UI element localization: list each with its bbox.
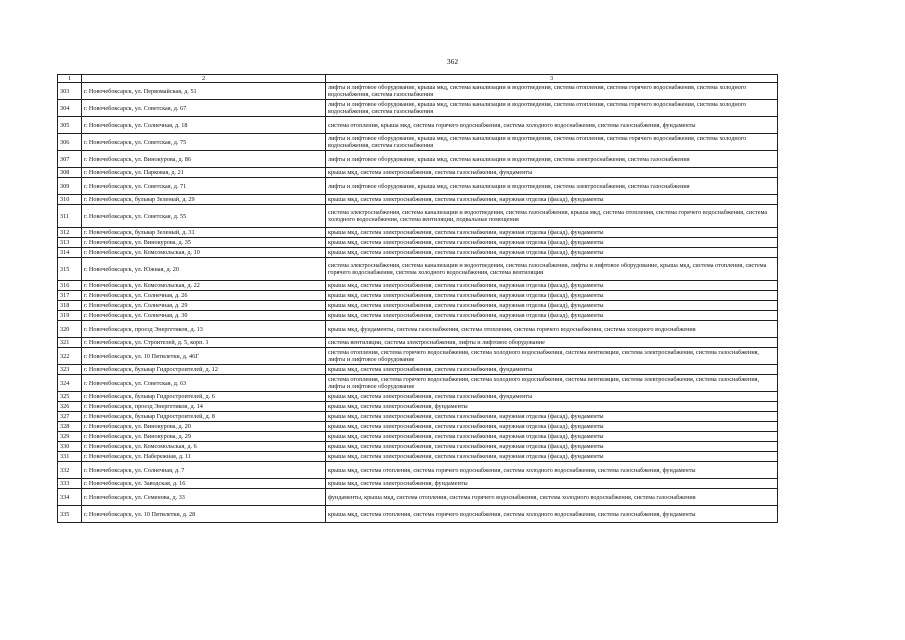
row-number: 305 — [58, 117, 82, 134]
row-address: г. Новочебоксарск, ул. Первомайская, д. 51 — [82, 83, 326, 100]
table-row — [58, 375, 778, 392]
row-works: крыша мкд, система электроснабжения, система газоснабжения, наружная отделка (фасад), фундаменты — [326, 422, 778, 432]
page-number: 362 — [446, 57, 459, 66]
header-col-1: 1 — [58, 75, 82, 83]
row-works: лифты и лифтовое оборудование, крыша мкд, система канализации и водоотведения, система отопления, система горячего водоснабжения, система холодного водоснабжения, система газоснабжения — [326, 134, 778, 151]
row-works: крыша мкд, система электроснабжения, система газоснабжения, наружная отделка (фасад), фундаменты — [326, 301, 778, 311]
row-address: г. Новочебоксарск, ул. Солнечная, д. 26 — [82, 291, 326, 301]
row-address: г. Новочебоксарск, ул. Парковая, д. 21 — [82, 168, 326, 178]
table-row — [58, 462, 778, 479]
table-row — [58, 117, 778, 134]
row-number: 315 — [58, 258, 82, 281]
row-number: 309 — [58, 178, 82, 195]
row-address: г. Новочебоксарск, ул. Советская, д. 55 — [82, 205, 326, 228]
row-works: крыша мкд, система электроснабжения, система газоснабжения, фундаменты — [326, 365, 778, 375]
row-works: лифты и лифтовое оборудование, крыша мкд, система канализации и водоотведения, система электроснабжения, система газоснабжения — [326, 178, 778, 195]
table-row — [58, 195, 778, 205]
row-number: 329 — [58, 432, 82, 442]
row-works: лифты и лифтовое оборудование, крыша мкд, система канализации и водоотведения, система электроснабжения, система газоснабжения — [326, 151, 778, 168]
row-address: г. Новочебоксарск, ул. Солнечная, д. 7 — [82, 462, 326, 479]
row-works: крыша мкд, система отопления, система горячего водоснабжения, система холодного водоснабжения, система газоснабжения, фундаменты — [326, 462, 778, 479]
table-row — [58, 392, 778, 402]
table-row — [58, 348, 778, 365]
row-works: система вентиляции, система электроснабжения, лифты и лифтовое оборудование — [326, 338, 778, 348]
row-number: 303 — [58, 83, 82, 100]
row-number: 333 — [58, 479, 82, 489]
table-row — [58, 238, 778, 248]
row-address: г. Новочебоксарск, ул. Винокурова, д. 20 — [82, 422, 326, 432]
table-row — [58, 205, 778, 228]
row-address: г. Новочебоксарск, ул. 10 Пятилетки, д. 28 — [82, 506, 326, 523]
row-address: г. Новочебоксарск, ул. Строителей, д. 5, корп. 1 — [82, 338, 326, 348]
row-number: 335 — [58, 506, 82, 523]
table-row — [58, 291, 778, 301]
table-row — [58, 258, 778, 281]
row-works: крыша мкд, система электроснабжения, система газоснабжения, наружная отделка (фасад), фундаменты — [326, 238, 778, 248]
row-number: 312 — [58, 228, 82, 238]
table-row — [58, 506, 778, 523]
row-works: лифты и лифтовое оборудование, крыша мкд, система канализации и водоотведения, система отопления, система горячего водоснабжения, система холодного водоснабжения, система газоснабжения — [326, 100, 778, 117]
table-row — [58, 489, 778, 506]
row-number: 320 — [58, 321, 82, 338]
row-address: г. Новочебоксарск, ул. Винокурова, д. 35 — [82, 238, 326, 248]
row-works: крыша мкд, фундаменты, система газоснабжения, система отопления, система горячего водоснабжения, система холодного водоснабжения — [326, 321, 778, 338]
header-row — [58, 75, 778, 83]
row-number: 322 — [58, 348, 82, 365]
row-address: г. Новочебоксарск, ул. Советская, д. 63 — [82, 375, 326, 392]
row-works: крыша мкд, система электроснабжения, система газоснабжения, фундаменты — [326, 168, 778, 178]
row-address: г. Новочебоксарск, бульвар Зеленый, д. 31 — [82, 228, 326, 238]
row-works: система электроснабжения, система канализации и водоотведения, система газоснабжения, лифты и лифтовое оборудование, крыша мкд, система отопления, система горячего водоснабжения, система холодного водоснабжения, система вентиляции — [326, 258, 778, 281]
row-number: 311 — [58, 205, 82, 228]
row-works: фундаменты, крыша мкд, система отопления, система горячего водоснабжения, система холодного водоснабжения, система газоснабжения — [326, 489, 778, 506]
row-address: г. Новочебоксарск, ул. Винокурова, д. 86 — [82, 151, 326, 168]
row-number: 319 — [58, 311, 82, 321]
table-row — [58, 100, 778, 117]
row-number: 332 — [58, 462, 82, 479]
row-address: г. Новочебоксарск, ул. Солнечная, д. 30 — [82, 311, 326, 321]
row-address: г. Новочебоксарск, ул. Заводская, д. 16 — [82, 479, 326, 489]
row-number: 306 — [58, 134, 82, 151]
row-address: г. Новочебоксарск, ул. Советская, д. 75 — [82, 134, 326, 151]
table-row — [58, 432, 778, 442]
table-row — [58, 178, 778, 195]
table-body — [58, 83, 778, 523]
row-works: крыша мкд, система электроснабжения, система газоснабжения, наружная отделка (фасад), фундаменты — [326, 281, 778, 291]
row-works: крыша мкд, система электроснабжения, фундаменты — [326, 402, 778, 412]
row-works: крыша мкд, система электроснабжения, система газоснабжения, наружная отделка (фасад), фундаменты — [326, 248, 778, 258]
row-works: крыша мкд, система электроснабжения, система газоснабжения, наружная отделка (фасад), фундаменты — [326, 442, 778, 452]
table-row — [58, 412, 778, 422]
row-number: 330 — [58, 442, 82, 452]
table-row — [58, 281, 778, 291]
row-number: 318 — [58, 301, 82, 311]
row-address: г. Новочебоксарск, ул. Комсомольская, д. 6 — [82, 442, 326, 452]
row-works: крыша мкд, система электроснабжения, система газоснабжения, наружная отделка (фасад), фундаменты — [326, 412, 778, 422]
row-address: г. Новочебоксарск, ул. Винокурова, д. 29 — [82, 432, 326, 442]
row-address: г. Новочебоксарск, ул. Комсомольская, д. 10 — [82, 248, 326, 258]
row-address: г. Новочебоксарск, ул. 10 Пятилетки, д. 46Г — [82, 348, 326, 365]
row-number: 304 — [58, 100, 82, 117]
row-number: 327 — [58, 412, 82, 422]
row-address: г. Новочебоксарск, ул. Солнечная, д. 18 — [82, 117, 326, 134]
row-works: лифты и лифтовое оборудование, крыша мкд, система канализации и водоотведения, система отопления, система горячего водоснабжения, система холодного водоснабжения, система газоснабжения — [326, 83, 778, 100]
row-number: 323 — [58, 365, 82, 375]
row-number: 308 — [58, 168, 82, 178]
table-row — [58, 402, 778, 412]
row-number: 310 — [58, 195, 82, 205]
table-row — [58, 151, 778, 168]
row-works: крыша мкд, система электроснабжения, система газоснабжения, наружная отделка (фасад), фундаменты — [326, 291, 778, 301]
row-number: 321 — [58, 338, 82, 348]
row-number: 331 — [58, 452, 82, 462]
row-number: 334 — [58, 489, 82, 506]
row-address: г. Новочебоксарск, бульвар Гидростроителей, д. 12 — [82, 365, 326, 375]
table-row — [58, 301, 778, 311]
table-row — [58, 422, 778, 432]
row-works: крыша мкд, система отопления, система горячего водоснабжения, система холодного водоснабжения, система газоснабжения, фундаменты — [326, 506, 778, 523]
row-works: система электроснабжения, система канализации и водоотведения, система газоснабжения, крыша мкд, система отопления, система горячего водоснабжения, система холодного водоснабжения, система вентиляции, подвальные помещения — [326, 205, 778, 228]
row-works: система отопления, система горячего водоснабжения, система холодного водоснабжения, система вентиляции, система электроснабжения, система газоснабжения, лифты и лифтовое оборудование — [326, 348, 778, 365]
row-number: 314 — [58, 248, 82, 258]
row-number: 313 — [58, 238, 82, 248]
row-works: крыша мкд, система электроснабжения, система газоснабжения, наружная отделка (фасад), фундаменты — [326, 228, 778, 238]
row-address: г. Новочебоксарск, ул. Южная, д. 20 — [82, 258, 326, 281]
row-works: крыша мкд, система электроснабжения, фундаменты — [326, 479, 778, 489]
row-address: г. Новочебоксарск, бульвар Зеленый, д. 29 — [82, 195, 326, 205]
row-works: крыша мкд, система электроснабжения, система газоснабжения, наружная отделка (фасад), фундаменты — [326, 432, 778, 442]
table-row — [58, 168, 778, 178]
row-number: 317 — [58, 291, 82, 301]
row-address: г. Новочебоксарск, ул. Советская, д. 71 — [82, 178, 326, 195]
row-works: крыша мкд, система электроснабжения, система газоснабжения, фундаменты — [326, 392, 778, 402]
table-row — [58, 365, 778, 375]
row-address: г. Новочебоксарск, бульвар Гидростроителей, д. 6 — [82, 392, 326, 402]
table-row — [58, 338, 778, 348]
row-works: система отопления, крыша мкд, система горячего водоснабжения, система холодного водоснабжения, система газоснабжения, фундаменты — [326, 117, 778, 134]
row-number: 325 — [58, 392, 82, 402]
row-works: крыша мкд, система электроснабжения, система газоснабжения, наружная отделка (фасад), фундаменты — [326, 452, 778, 462]
table-row — [58, 228, 778, 238]
table-row — [58, 134, 778, 151]
table-row — [58, 452, 778, 462]
row-address: г. Новочебоксарск, проезд Энергетиков, д. 14 — [82, 402, 326, 412]
table-row — [58, 248, 778, 258]
row-number: 324 — [58, 375, 82, 392]
row-address: г. Новочебоксарск, ул. Набережная, д. 11 — [82, 452, 326, 462]
table-row — [58, 321, 778, 338]
row-address: г. Новочебоксарск, ул. Комсомольская, д. 22 — [82, 281, 326, 291]
row-number: 326 — [58, 402, 82, 412]
row-address: г. Новочебоксарск, ул. Солнечная, д. 29 — [82, 301, 326, 311]
row-works: крыша мкд, система электроснабжения, система газоснабжения, наружная отделка (фасад), фундаменты — [326, 311, 778, 321]
table-row — [58, 83, 778, 100]
table-row — [58, 442, 778, 452]
row-address: г. Новочебоксарск, проезд Энергетиков, д. 13 — [82, 321, 326, 338]
header-col-3: 3 — [326, 75, 778, 83]
row-works: система отопления, система горячего водоснабжения, система холодного водоснабжения, система вентиляции, система электроснабжения, система газоснабжения, лифты и лифтовое оборудование — [326, 375, 778, 392]
table-row — [58, 311, 778, 321]
buildings-table — [57, 74, 778, 523]
row-address: г. Новочебоксарск, бульвар Гидростроителей, д. 8 — [82, 412, 326, 422]
row-address: г. Новочебоксарск, ул. Семенова, д. 33 — [82, 489, 326, 506]
row-number: 328 — [58, 422, 82, 432]
table-row — [58, 479, 778, 489]
row-address: г. Новочебоксарск, ул. Советская, д. 67 — [82, 100, 326, 117]
row-number: 316 — [58, 281, 82, 291]
header-col-2: 2 — [82, 75, 326, 83]
row-works: крыша мкд, система электроснабжения, система газоснабжения, наружная отделка (фасад), фундаменты — [326, 195, 778, 205]
row-number: 307 — [58, 151, 82, 168]
